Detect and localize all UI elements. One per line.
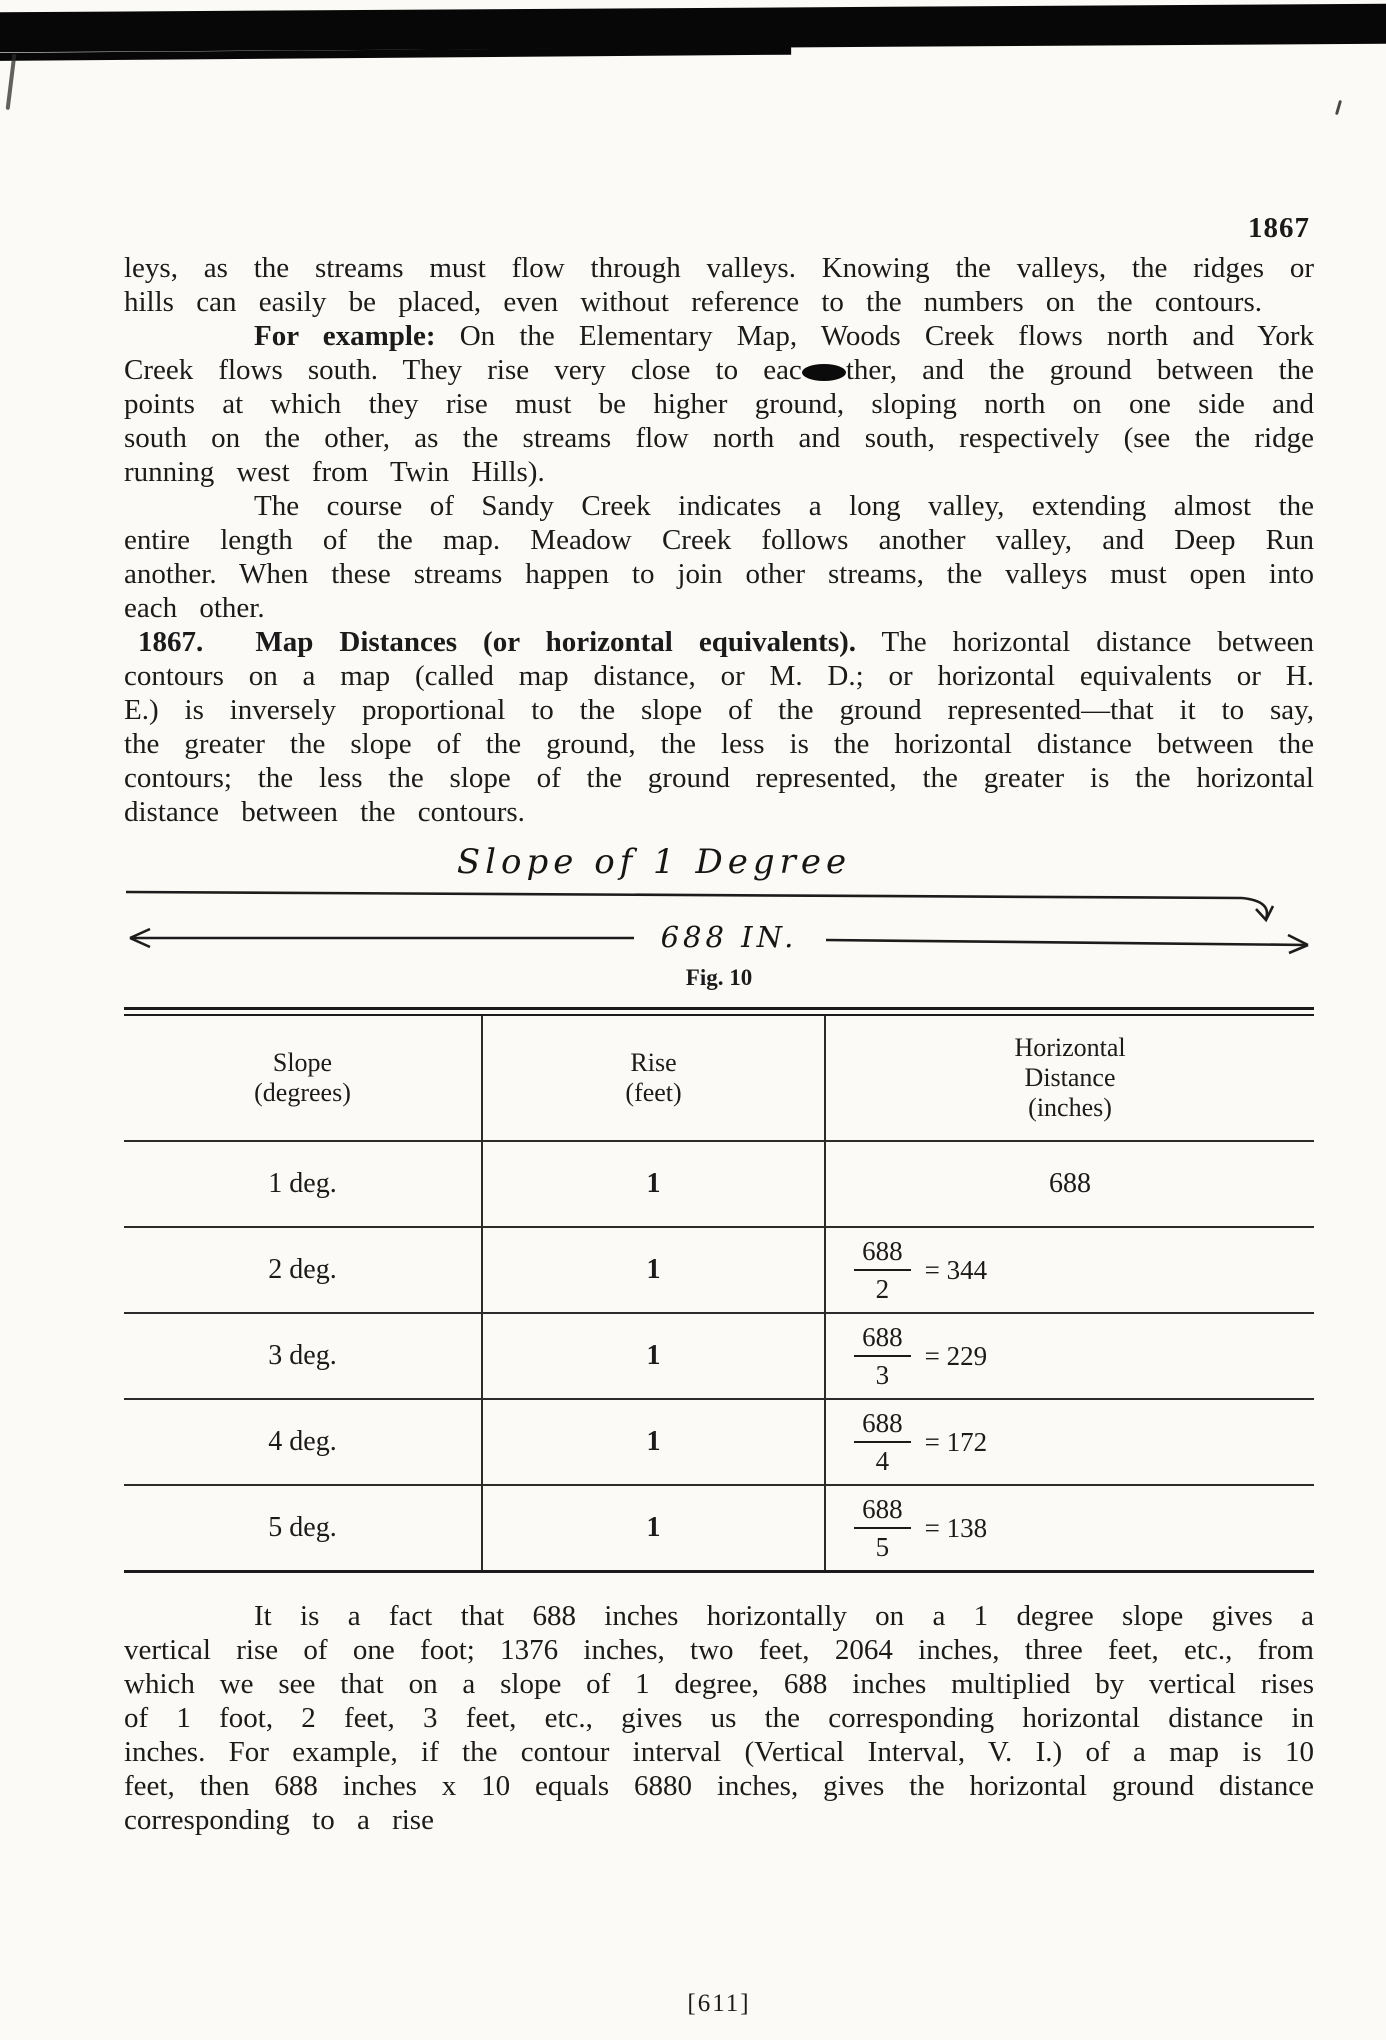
fraction-denominator: 5 [875,1532,890,1562]
scan-artifact-top-bar [0,4,1386,53]
header-line: (feet) [625,1078,682,1107]
table-header-row [124,1016,1314,1142]
fraction-numerator: 688 [854,1409,911,1443]
section-number-header: 1867 [1248,212,1310,244]
paragraph-lead: 1867. Map Distances (or horizontal equivalents). [138,626,857,658]
paragraph-text: ther, and the ground between the points at which they rise must be higher ground, sloping north on one side and south on the other, as the streams flow north and south, respectively (see the ridge running west from Twin Hills). [124,354,1314,488]
paragraph-text: On the Elementary Map, Woods Creek flows north and York Creek flows south. They rise very close to eac [124,320,1315,386]
fraction-numerator: 688 [854,1323,911,1357]
table-row [124,1400,1314,1486]
distance-cell: 688 [1049,1168,1092,1199]
ink-smudge [802,364,846,381]
figure-caption: Fig. 10 [685,965,753,990]
paragraph-map-distances [124,625,1314,829]
column-header-rise [481,1016,826,1140]
table-row [124,1314,1314,1400]
figure-10 [124,843,1314,991]
figure-drawing [124,843,1314,961]
header-line: Horizontal [1014,1033,1126,1062]
rise-cell: 1 [481,1142,826,1226]
paragraph-for-example [124,319,1314,489]
fraction [854,1495,911,1562]
measure-line-right [826,940,1308,945]
fraction-denominator: 3 [875,1360,890,1390]
figure-title: Slope of 1 Degree [456,843,852,882]
page-number-footer: [611] [687,1990,751,2017]
distance-cell [826,1228,1314,1312]
header-line: Distance [1024,1063,1116,1092]
paragraph-fact [124,1599,1314,1837]
paragraph-valleys [124,251,1314,319]
fraction [854,1409,911,1476]
slope-distance-table [124,1007,1314,1573]
paragraph-lead: For example: [254,320,436,352]
fraction-numerator: 688 [854,1495,911,1529]
fraction-denominator: 4 [875,1446,890,1476]
slope-cell: 2 deg. [268,1254,337,1285]
column-header-slope [124,1016,481,1140]
table-row [124,1486,1314,1573]
rise-cell: 1 [481,1314,826,1398]
table-row [124,1142,1314,1228]
distance-cell [826,1314,1314,1398]
rise-cell: 1 [481,1400,826,1484]
measure-label: 688 IN. [660,920,798,954]
fraction-result: = 229 [924,1340,988,1371]
paragraph-text: leys, as the streams must flow through valleys. Knowing the valleys, the ridges or hills can easily be placed, even without reference to the numbers on the contours. [124,252,1314,318]
fraction-denominator: 2 [875,1274,890,1304]
paragraph-text: The horizontal distance between contours on a map (called map distance, or M. D.; or horizontal equivalents or H. E.) is inversely proportional to the slope of the ground represented—that it to say, the greater the slope of the ground, the less is the horizontal distance between the contours; the less the slope of the ground represented, the greater is the horizontal distance between the contours. [124,626,1314,828]
column-header-distance [826,1016,1314,1140]
slope-line [126,892,1242,898]
scan-artifact-tick [1335,100,1342,115]
paragraph-sandy-creek [124,489,1314,625]
header-line: (inches) [1028,1093,1112,1122]
fraction [854,1323,911,1390]
header-line: (degrees) [254,1078,351,1107]
slope-cell: 4 deg. [268,1426,337,1457]
rise-cell: 1 [481,1486,826,1570]
header-line: Rise [630,1048,677,1077]
page-content [124,212,1314,1837]
fraction-numerator: 688 [854,1237,911,1271]
rise-cell: 1 [481,1228,826,1312]
fraction-result: = 138 [924,1512,988,1543]
slope-cell: 1 deg. [268,1168,337,1199]
paragraph-text: It is a fact that 688 inches horizontally on a 1 degree slope gives a vertical rise of one foot; 1376 inches, two feet, 2064 inches, three feet, etc., from which we see that on a slope of 1 degree, 688 inches multiplied by vertical rises of 1 foot, 2 feet, 3 feet, etc., gives us the corresponding horizontal distance in inches. For example, if the contour interval (Vertical Interval, V. I.) of a map is 10 feet, then 688 inches x 10 equals 6880 inches, gives the horizontal ground distance corresponding to a rise [124,1600,1314,1836]
slope-cell: 5 deg. [268,1512,337,1543]
distance-cell [826,1486,1314,1570]
distance-cell [826,1400,1314,1484]
table-row [124,1228,1314,1314]
paragraph-text: The course of Sandy Creek indicates a long valley, extending almost the entire length of the map. Meadow Creek follows another valley, and Deep Run another. When these streams happen to join other streams, the valleys must open into each other. [124,490,1314,624]
scan-artifact-left-mark [6,54,17,110]
fraction [854,1237,911,1304]
fraction-result: = 344 [924,1254,988,1285]
fraction-result: = 172 [924,1426,988,1457]
header-line: Slope [272,1048,333,1077]
slope-cell: 3 deg. [268,1340,337,1371]
